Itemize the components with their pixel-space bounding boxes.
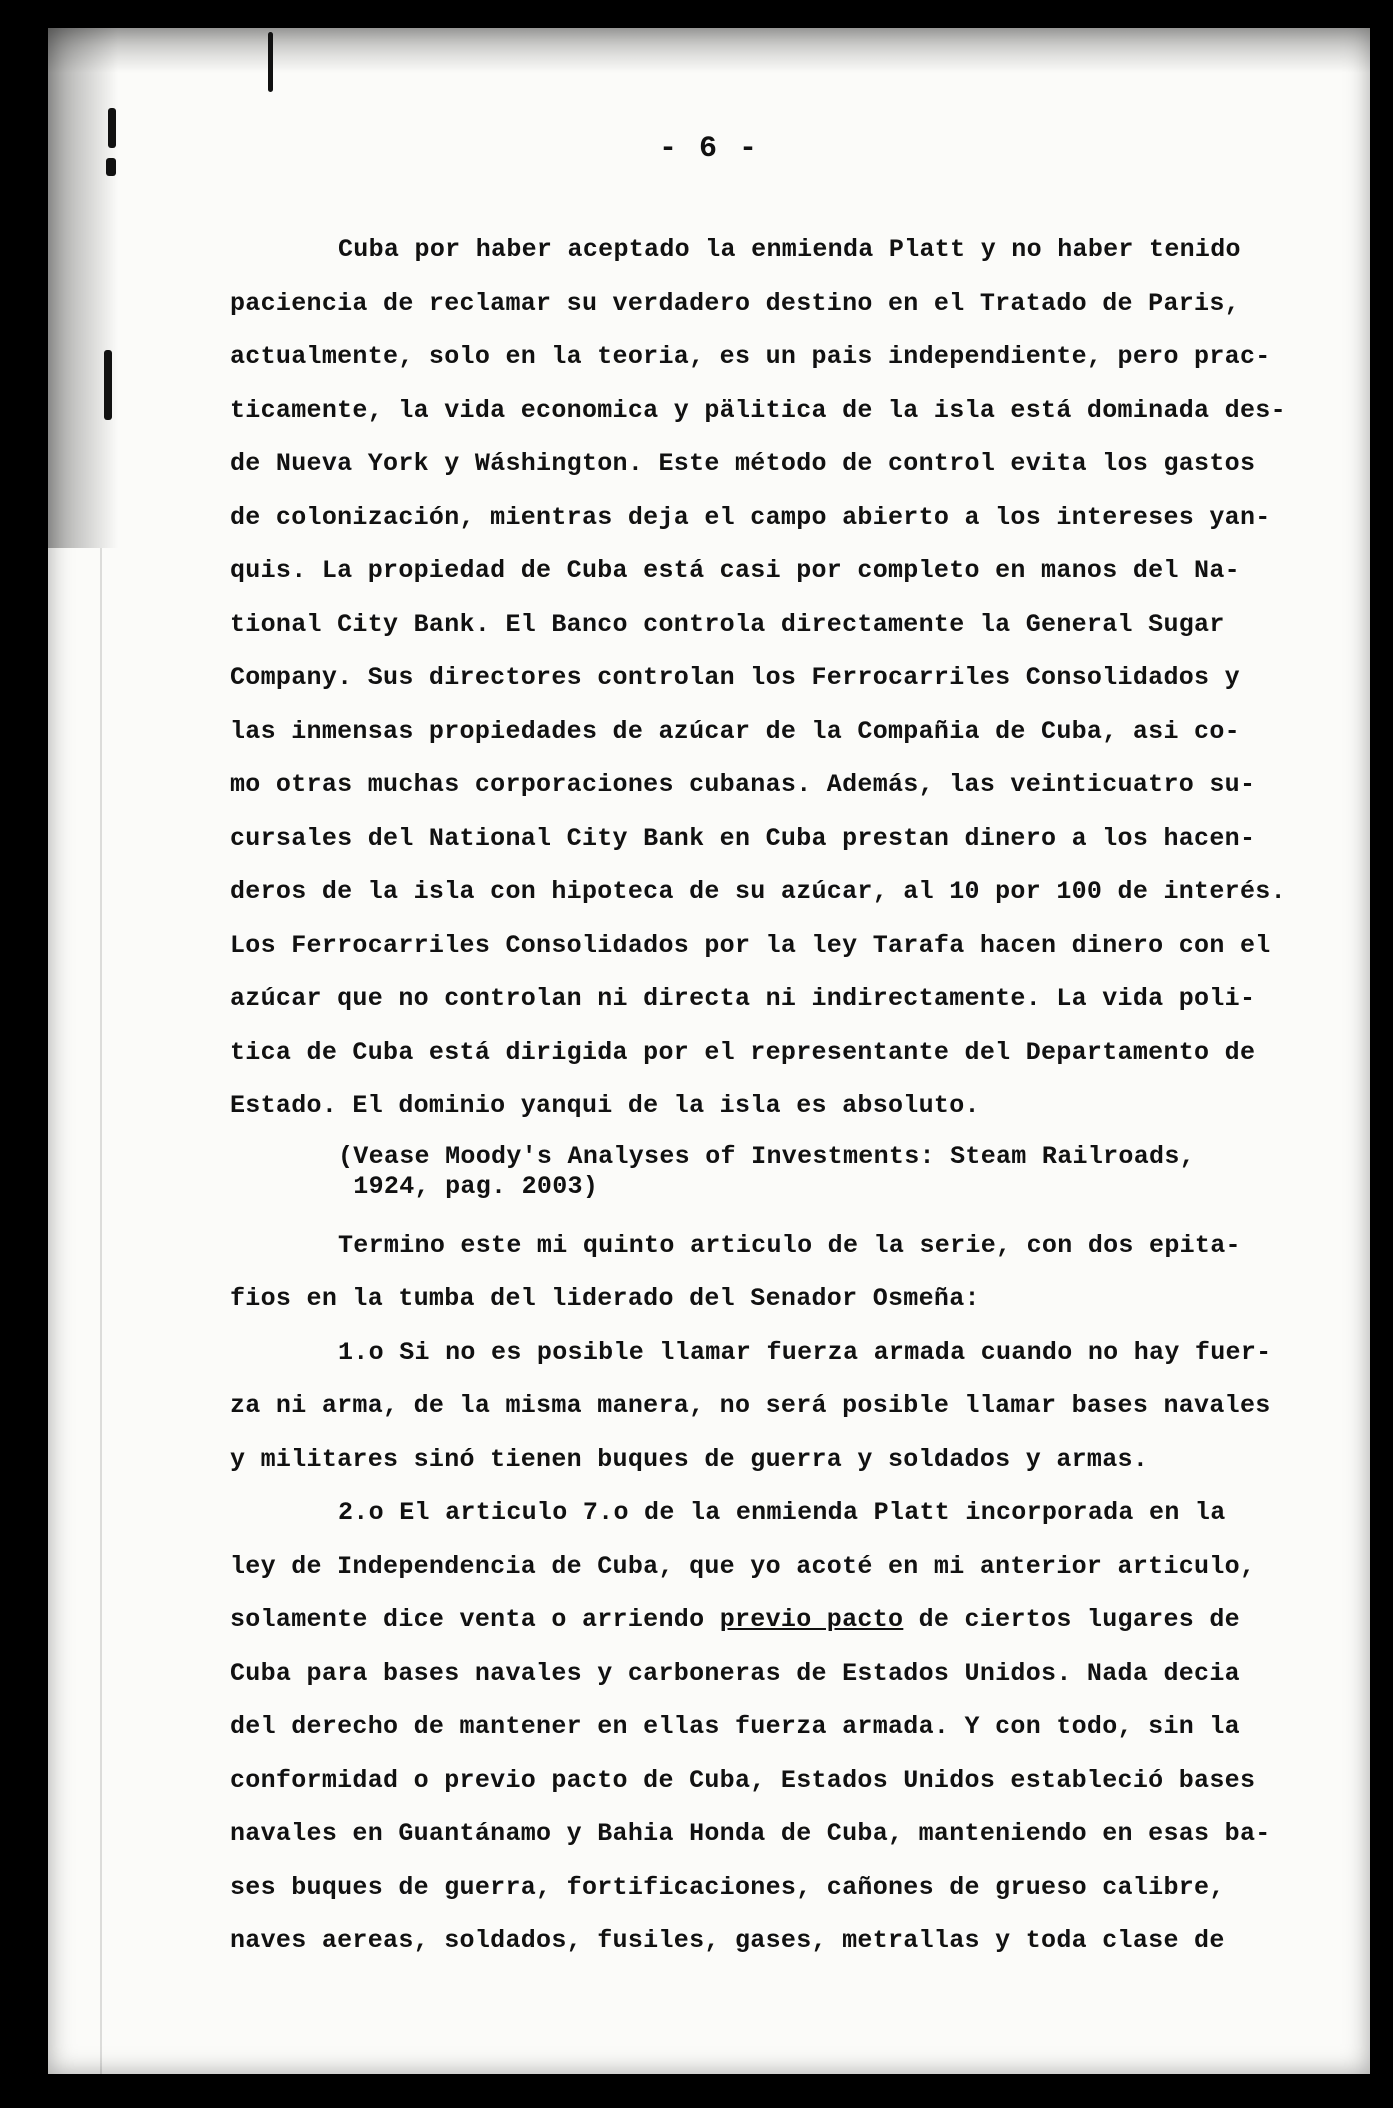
text-line: tional City Bank. El Banco controla directamente la General Sugar [230, 609, 1225, 639]
text-line: Termino este mi quinto articulo de la serie, con dos epita- [338, 1230, 1241, 1260]
punch-mark [104, 350, 112, 420]
spacer [230, 1203, 1328, 1219]
text-line: za ni arma, de la misma manera, no será posible llamar bases navales [230, 1391, 1271, 1420]
text-line: las inmensas propiedades de azúcar de la Compañia de Cuba, asi co- [230, 716, 1240, 746]
text-line: tica de Cuba está dirigida por el representante del Departamento de [230, 1037, 1256, 1067]
punch-mark [268, 32, 273, 92]
reference-line: (Vease Moody's Analyses of Investments: Steam Railroads, [338, 1142, 1195, 1171]
text-line: de Nueva York y Wáshington. Este método de control evita los gastos [230, 449, 1256, 478]
text-line: del derecho de mantener en ellas fuerza armada. Y con todo, sin la [230, 1712, 1240, 1741]
spacer [230, 1133, 1328, 1143]
text-line: actualmente, solo en la teoria, es un pais independiente, pero prac- [230, 342, 1271, 371]
text-line: deros de la isla con hipoteca de su azúcar, al 10 por 100 de interés. [230, 877, 1286, 906]
punch-mark [106, 158, 116, 176]
reference-line: 1924, pag. 2003) [338, 1172, 599, 1201]
text-line: Los Ferrocarriles Consolidados por la ley Tarafa hacen dinero con el [230, 930, 1271, 960]
text-line: mo otras muchas corporaciones cubanas. Además, las veinticuatro su- [230, 770, 1256, 799]
text-line: Cuba por haber aceptado la enmienda Platt y no haber tenido [338, 235, 1241, 264]
text-line: ley de Independencia de Cuba, que yo acoté en mi anterior articulo, [230, 1551, 1256, 1581]
text-line: fios en la tumba del liderado del Senador Osmeña: [230, 1284, 980, 1313]
text-line: quis. La propiedad de Cuba está casi por completo en manos del Na- [230, 556, 1240, 585]
text-line: y militares sinó tienen buques de guerra y soldados y armas. [230, 1444, 1149, 1474]
text-line: Cuba para bases navales y carboneras de Estados Unidos. Nada decia [230, 1658, 1240, 1688]
text-line: ses buques de guerra, fortificaciones, cañones de grueso calibre, [230, 1872, 1225, 1902]
text-line: Company. Sus directores controlan los Ferrocarriles Consolidados y [230, 663, 1240, 692]
document-page [48, 28, 1370, 2074]
text-line: navales en Guantánamo y Bahia Honda de Cuba, manteniendo en esas ba- [230, 1819, 1271, 1848]
text-line: cursales del National City Bank en Cuba prestan dinero a los hacen- [230, 823, 1256, 853]
text-line: Estado. El dominio yanqui de la isla es absoluto. [230, 1091, 980, 1120]
text-line: 2.o El articulo 7.o de la enmienda Platt incorporada en la [338, 1498, 1226, 1527]
scan-fold-line [100, 548, 102, 2108]
underlined-phrase: previo pacto [719, 1605, 904, 1634]
scan-top-shadow [48, 28, 1370, 73]
text-segment: de ciertos lugares de [903, 1605, 1240, 1634]
text-line: azúcar que no controlan ni directa ni indirectamente. La vida poli- [230, 984, 1256, 1013]
text-line: conformidad o previo pacto de Cuba, Estados Unidos estableció bases [230, 1765, 1256, 1795]
text-line: ticamente, la vida economica y pälitica de la isla está dominada des- [230, 395, 1286, 425]
page-number: - 6 - [658, 132, 759, 166]
text-segment: solamente dice venta o arriendo [230, 1605, 720, 1634]
text-line: de colonización, mientras deja el campo abierto a los intereses yan- [230, 502, 1271, 532]
scan-edge-shadow [48, 28, 118, 548]
text-line-with-underline [230, 1593, 1328, 1647]
punch-mark [108, 108, 116, 148]
text-line: paciencia de reclamar su verdadero destino en el Tratado de Paris, [230, 288, 1240, 318]
text-line: naves aereas, soldados, fusiles, gases, metrallas y toda clase de [230, 1926, 1225, 1955]
body-text [230, 223, 1328, 1968]
text-line: 1.o Si no es posible llamar fuerza armada cuando no hay fuer- [338, 1337, 1272, 1367]
